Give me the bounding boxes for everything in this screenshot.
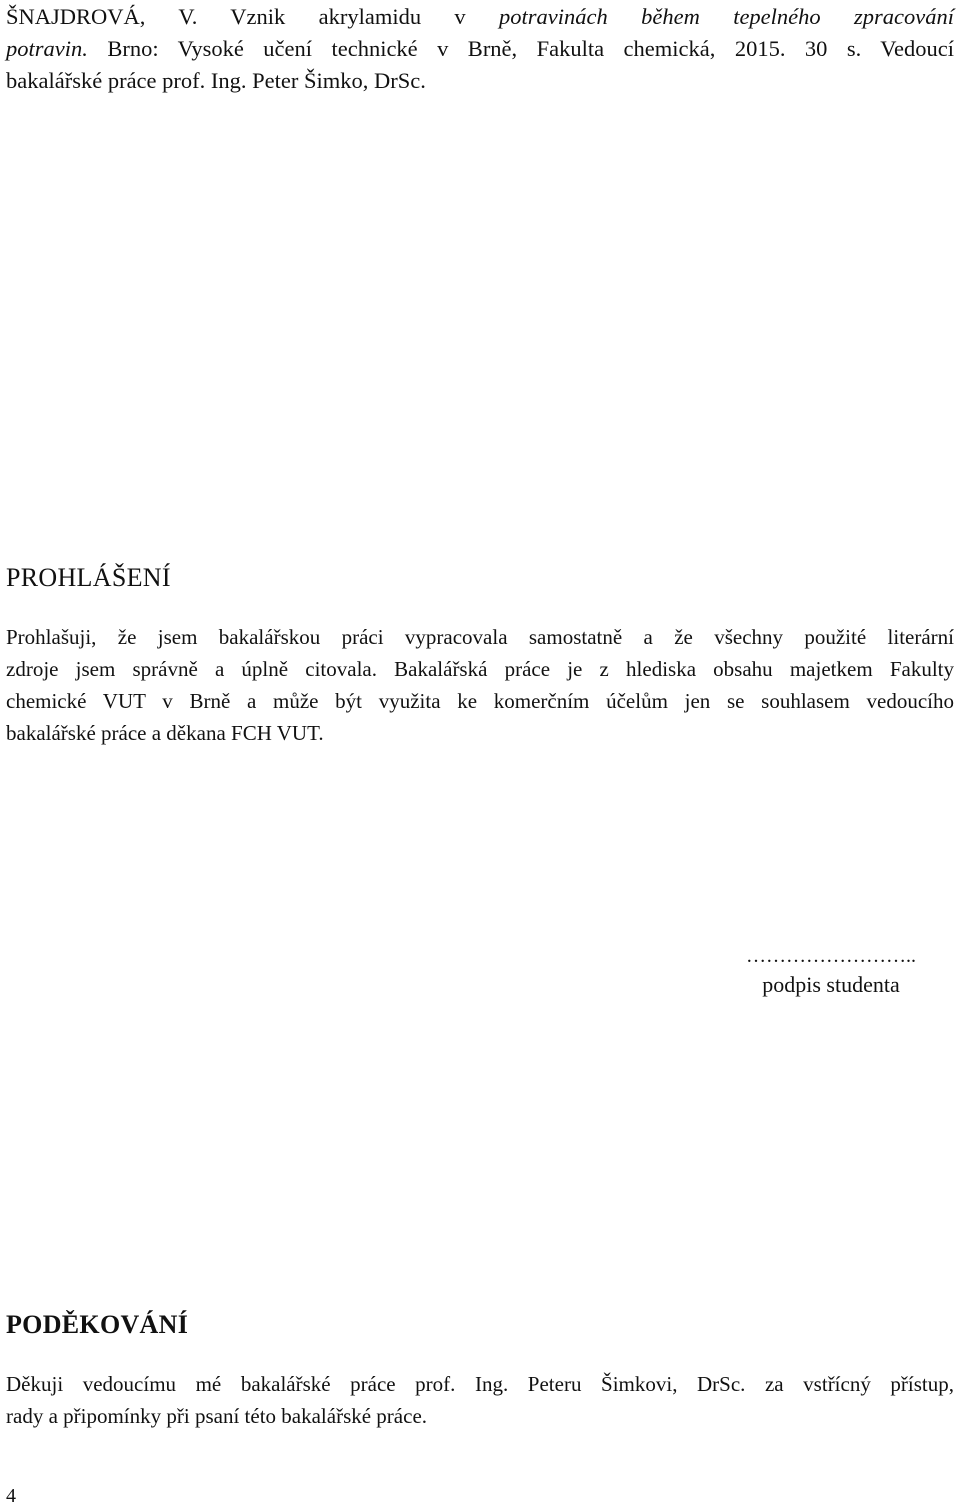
citation-publisher: Brno: Vysoké učení technické v Brně, Fakulta chemická, 2015. 30 s. Vedoucí bbox=[87, 36, 954, 61]
declaration-line: chemické VUT v Brně a může být využita ke komerčním účelům jen se souhlasem vedoucího bbox=[6, 689, 954, 713]
acknowledgement-paragraph bbox=[6, 1368, 954, 1432]
citation-author-title: ŠNAJDROVÁ, V. Vznik akrylamidu v bbox=[6, 4, 500, 29]
citation-title-italic-1: potravinách během tepelného zpracování bbox=[499, 4, 954, 29]
declaration-paragraph bbox=[6, 621, 954, 749]
acknowledgement-heading: PODĚKOVÁNÍ bbox=[6, 1310, 189, 1339]
bibliographic-citation bbox=[6, 1, 954, 97]
citation-title-italic-2: potravin. bbox=[6, 36, 88, 61]
page-number: 4 bbox=[6, 1485, 16, 1507]
citation-line-2 bbox=[6, 33, 954, 65]
acknowledgement-line: Děkuji vedoucímu mé bakalářské práce prof. Ing. Peteru Šimkovi, DrSc. za vstřícný přístup, bbox=[6, 1372, 954, 1396]
declaration-heading: PROHLÁŠENÍ bbox=[6, 563, 171, 592]
signature-label: podpis studenta bbox=[762, 972, 900, 997]
signature-line: …………………….. bbox=[746, 945, 916, 967]
declaration-line: bakalářské práce a děkana FCH VUT. bbox=[6, 721, 324, 745]
citation-line-3: bakalářské práce prof. Ing. Peter Šimko, DrSc. bbox=[6, 68, 426, 93]
declaration-line: Prohlašuji, že jsem bakalářskou práci vypracovala samostatně a že všechny použité literární bbox=[6, 625, 954, 649]
acknowledgement-line: rady a připomínky při psaní této bakalářské práce. bbox=[6, 1404, 428, 1428]
declaration-line: zdroje jsem správně a úplně citovala. Bakalářská práce je z hlediska obsahu majetkem Fakulty bbox=[6, 657, 954, 681]
citation-line-1 bbox=[6, 1, 954, 33]
student-signature bbox=[740, 944, 922, 1002]
